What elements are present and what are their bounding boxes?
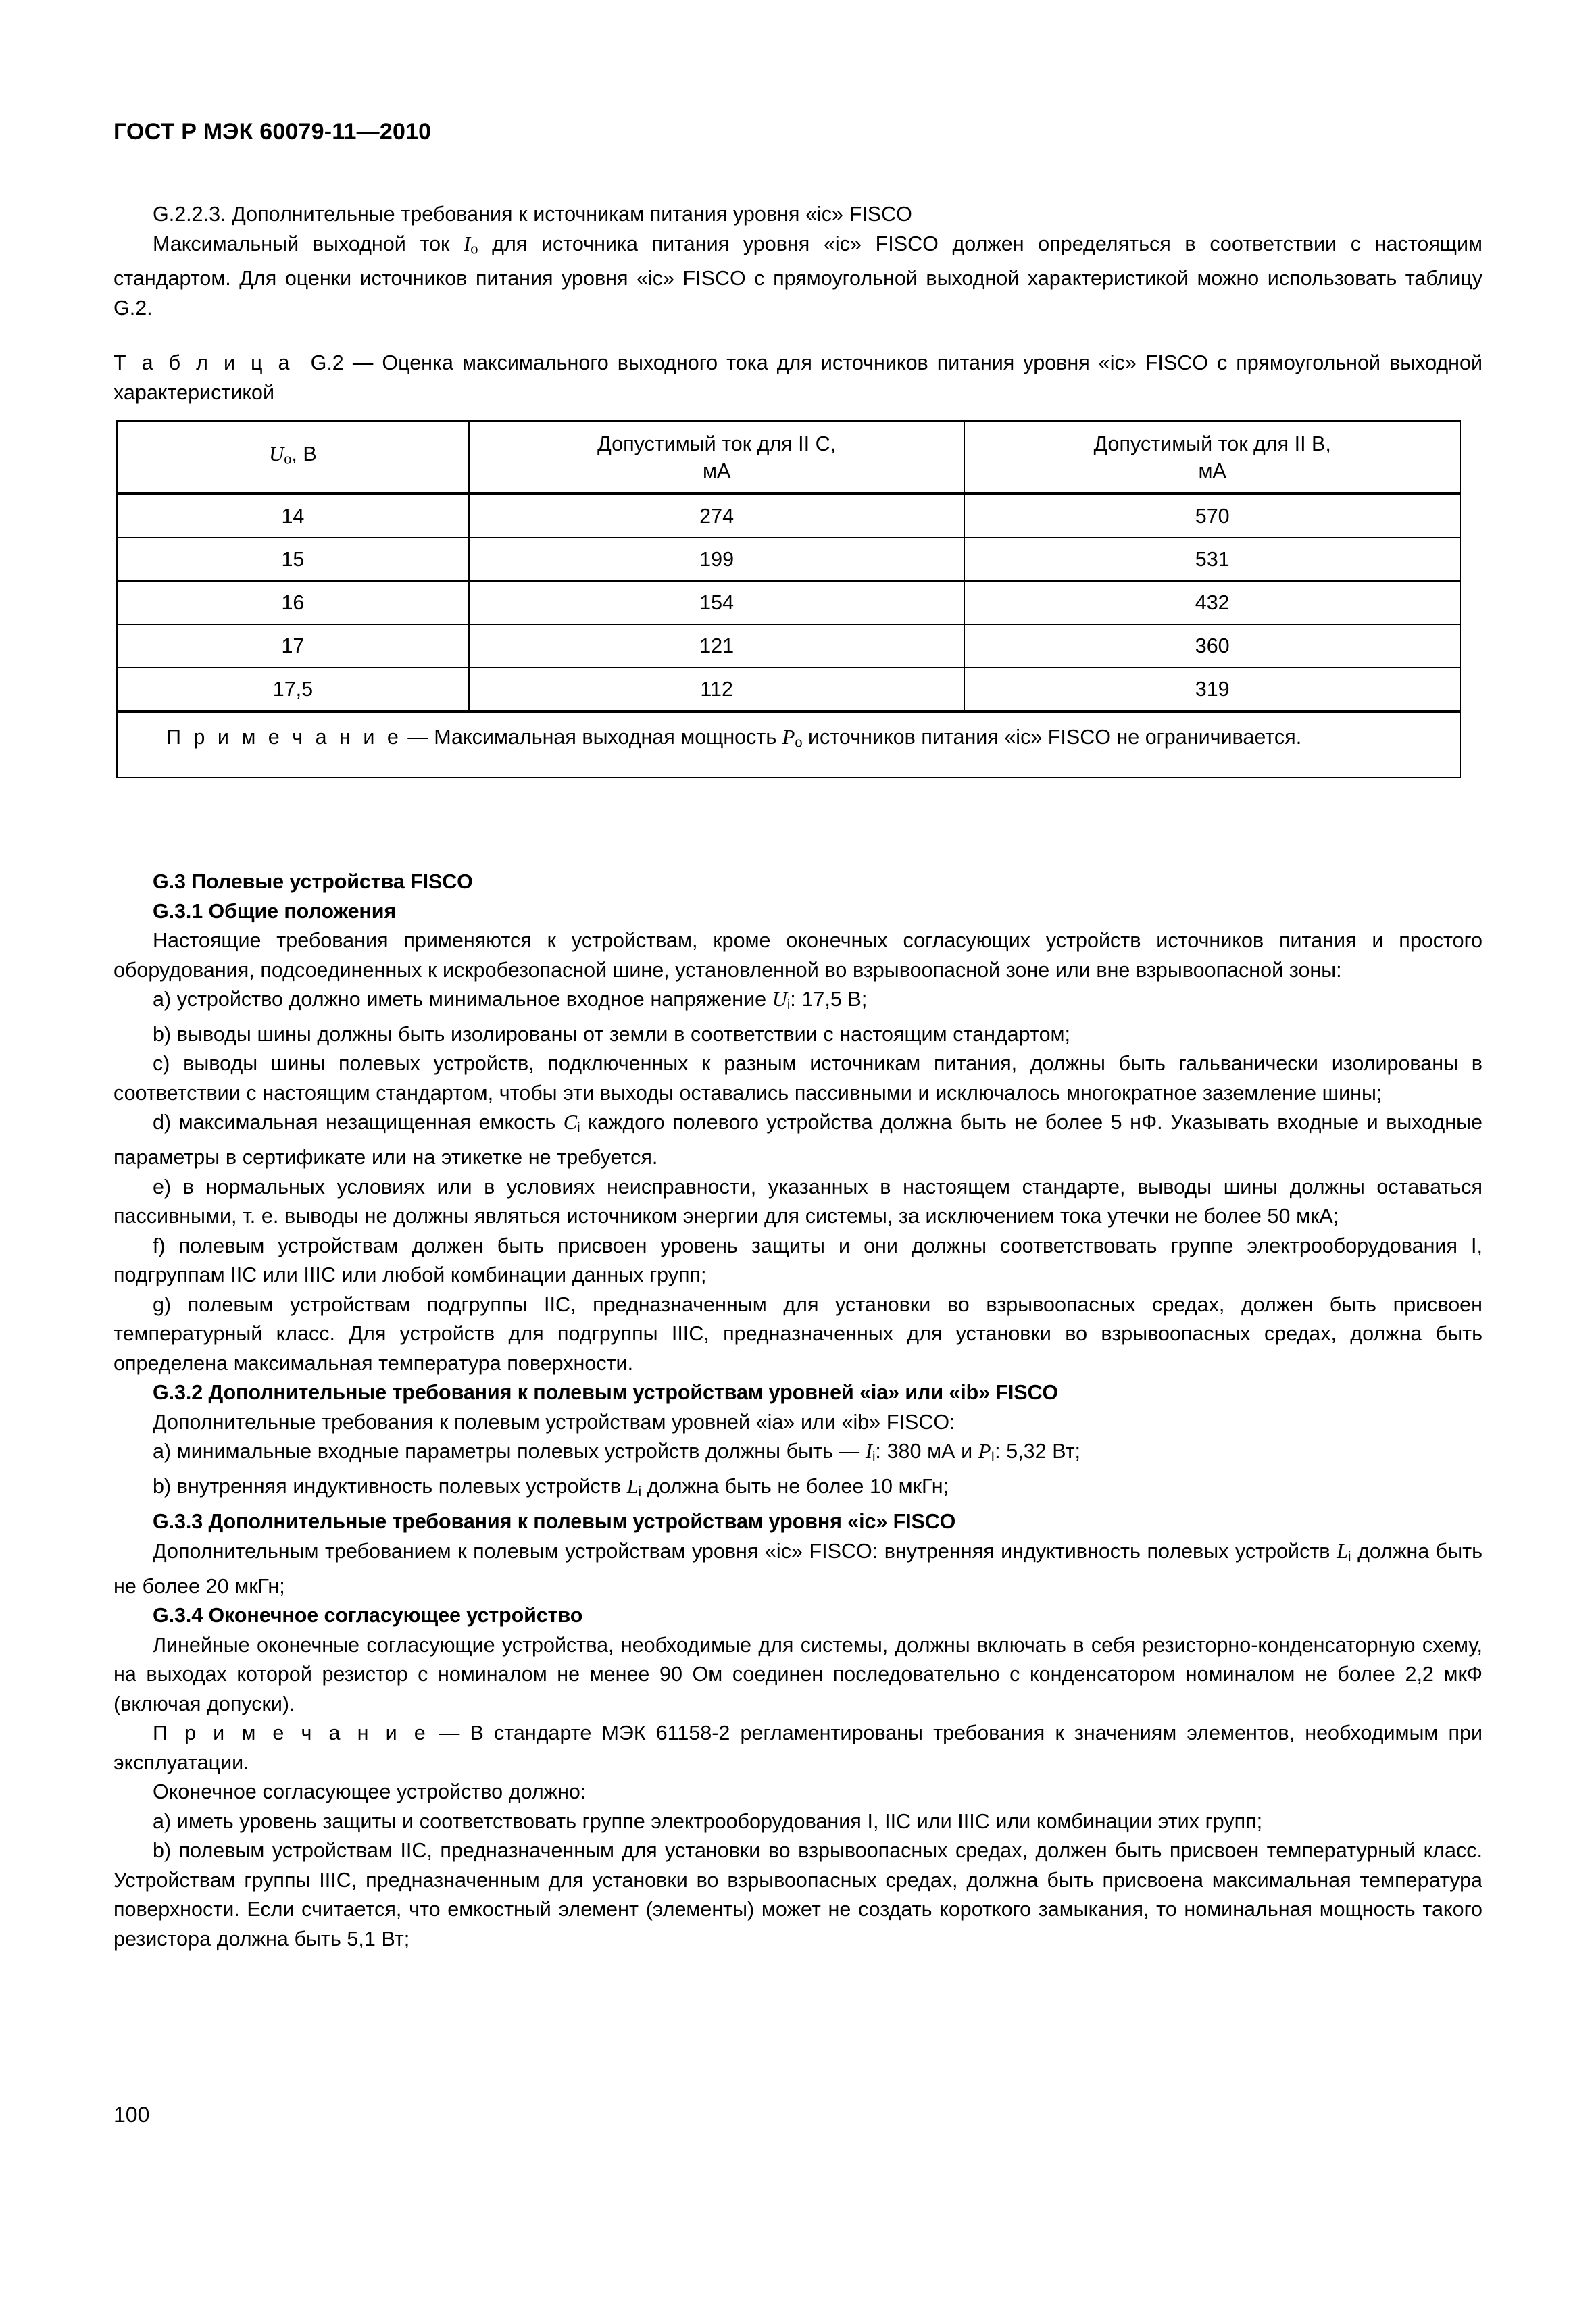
table-note-row <box>117 712 1460 778</box>
cell-iib: 319 <box>964 668 1460 712</box>
g34-paragraph-1: Линейные оконечные согласующие устройства, необходимые для системы, должны включать в себя резисторно-конденсаторную схему, на выходах которой резистор с номиналом не менее 90 Ом соединен последовательно с конденсатором номиналом не более 2,2 мкФ (включая допуски). <box>114 1633 1482 1715</box>
g32-item-b: b) внутренняя индуктивность полевых устройств $L_i$ должна быть не более 10 мкГн; <box>153 1475 949 1500</box>
variable-li: $L_i$ <box>1337 1539 1351 1565</box>
g223-paragraph-pre: Максимальный выходной ток <box>153 232 464 255</box>
variable-uo: $U_o$ <box>269 443 292 468</box>
running-header: ГОСТ Р МЭК 60079-11—2010 <box>114 119 432 145</box>
cell-iib: 570 <box>964 494 1460 538</box>
table-row <box>117 624 1460 668</box>
g31-heading: G.3.1 Общие положения <box>153 899 397 923</box>
section-g223 <box>114 200 1482 323</box>
table-head <box>117 421 1460 494</box>
cell-iic: 274 <box>469 494 965 538</box>
g34-item-a: a) иметь уровень защиты и соответствовать группе электрооборудования I, IIC или IIIC или комбинации этих групп; <box>153 1809 1263 1833</box>
page-number: 100 <box>114 2103 150 2127</box>
column-header-iic: Допустимый ток для II С, мА <box>469 421 965 494</box>
column-header-iib: Допустимый ток для II В, мА <box>964 421 1460 494</box>
g31-paragraph: Настоящие требования применяются к устройствам, кроме оконечных согласующих устройств источников питания и простого оборудования, подсоединенных к искробезопасной шине, установленной во взрывоопасной зоне или вне взрывоопасной зоны: <box>114 929 1482 982</box>
g34-note-text: — В стандарте МЭК 61158-2 регламентированы требования к значениям элементов, необходимым при эксплуатации. <box>114 1721 1482 1774</box>
variable-ci: $C_i$ <box>563 1111 580 1136</box>
g33-paragraph: Дополнительным требованием к полевым устройствам уровня «ic» FISCO: внутренняя индуктивность полевых устройств $L_i$ должна быть не более 20 мкГн; <box>114 1539 1482 1598</box>
g31-item-c: c) выводы шины полевых устройств, подключенных к разным источникам питания, должны быть гальванически изолированы в соответствии с настоящим стандартом, чтобы эти выходы оставались пассивными и исключалось многократное заземление шины; <box>114 1052 1482 1105</box>
variable-po: $P_o$ <box>782 726 803 751</box>
cell-uo: 16 <box>117 581 469 624</box>
table-row <box>117 581 1460 624</box>
g32-heading: G.3.2 Дополнительные требования к полевым устройствам уровней «ia» или «ib» FISCO <box>153 1381 1059 1405</box>
g34-note-label: П р и м е ч а н и е <box>153 1721 429 1745</box>
g223-paragraph <box>114 230 1482 324</box>
cell-uo: 17 <box>117 624 469 668</box>
cell-iic: 121 <box>469 624 965 668</box>
cell-iib: 360 <box>964 624 1460 668</box>
table-row <box>117 494 1460 538</box>
g31-item-f: f) полевым устройствам должен быть присвоен уровень защиты и они должны соответствовать группе электрооборудования I, подгруппам IIC или IIIC или любой комбинации данных групп; <box>114 1234 1482 1287</box>
g34-heading: G.3.4 Оконечное согласующее устройство <box>153 1604 583 1628</box>
variable-pi: $P_I$ <box>978 1440 995 1465</box>
g32-item-a: a) минимальные входные параметры полевых устройств должны быть — $I_i$: 380 мА и $P_I$: 5,32 Вт; <box>153 1440 1081 1465</box>
table-caption-number: G.2 <box>310 351 344 374</box>
table-g2-wrapper <box>116 420 1461 778</box>
g31-item-g: g) полевым устройствам подгруппы IIC, предназначенным для установки во взрывоопасных средах, должен быть присвоен температурный класс. Для устройств для подгруппы IIIC, предназначенных для установки во взрывоопасных средах, должна быть определена максимальная температура поверхности. <box>114 1292 1482 1375</box>
variable-ui: $U_i$ <box>772 988 791 1013</box>
cell-iic: 199 <box>469 538 965 581</box>
table-note-cell <box>117 712 1460 778</box>
g34-item-b: b) полевым устройствам IIC, предназначенным для установки во взрывоопасных средах, должен быть присвоен температурный класс. Устройствам группы IIIC, предназначенным для установки во взрывоопасных средах, должна быть присвоена максимальная температура поверхности. Если считается, что емкостный элемент (элементы) может не создать короткого замыкания, то номинальная мощность такого резистора должна быть 5,1 Вт; <box>114 1839 1482 1951</box>
section-g3 <box>114 867 1482 1954</box>
g34-paragraph-2: Оконечное согласующее устройство должно: <box>153 1780 587 1804</box>
cell-iic: 112 <box>469 668 965 712</box>
g31-item-a: a) устройство должно иметь минимальное входное напряжение $U_i$: 17,5 В; <box>153 988 868 1013</box>
g34-note <box>114 1719 1482 1778</box>
table-caption-label: Т а б л и ц а <box>114 351 293 374</box>
table-note-text: П р и м е ч а н и е — Максимальная выходная мощность $P_o$ источников питания «ic» FISCO не ограничивается. <box>166 726 1302 751</box>
column-header-uo: $U_o$, В <box>117 421 469 494</box>
table-row <box>117 668 1460 712</box>
table-row <box>117 538 1460 581</box>
g223-paragraph-post: для источника питания уровня «ic» FISCO должен определяться в соответствии с настоящим стандартом. Для оценки источников питания уровня «ic» FISCO с прямоугольной выходной характеристикой можно использовать таблицу G.2. <box>114 232 1482 320</box>
table-caption-text: — Оценка максимального выходного тока для источников питания уровня «ic» FISCO с прямоугольной выходной характеристикой <box>114 351 1483 404</box>
variable-li: $L_i$ <box>626 1475 642 1500</box>
cell-uo: 17,5 <box>117 668 469 712</box>
g31-item-b: b) выводы шины должны быть изолированы от земли в соответствии с настоящим стандартом; <box>153 1022 1070 1046</box>
g31-item-e: e) в нормальных условиях или в условиях неисправности, указанных в настоящем стандарте, выводы шины должны оставаться пассивными, т. е. выводы не должны являться источником энергии для системы, за исключением тока утечки не более 50 мкА; <box>114 1175 1482 1228</box>
table-g2-caption <box>114 349 1482 407</box>
g33-heading: G.3.3 Дополнительные требования к полевым устройствам уровня «ic» FISCO <box>153 1510 956 1534</box>
variable-io: $I_o$ <box>464 232 478 257</box>
cell-iic: 154 <box>469 581 965 624</box>
table-note-label: П р и м е ч а н и е <box>166 726 402 749</box>
table-body <box>117 494 1460 778</box>
table-header-row <box>117 421 1460 494</box>
variable-ii: $I_i$ <box>865 1440 876 1465</box>
g31-item-d: d) максимальная незащищенная емкость $C_i$ каждого полевого устройства должна быть не более 5 нФ. Указывать входные и выходные параметры в сертификате или на этикетке не требуется. <box>114 1111 1482 1169</box>
cell-iib: 432 <box>964 581 1460 624</box>
cell-uo: 15 <box>117 538 469 581</box>
g32-paragraph: Дополнительные требования к полевым устройствам уровней «ia» или «ib» FISCO: <box>153 1410 955 1434</box>
g223-heading: G.2.2.3. Дополнительные требования к источникам питания уровня «ic» FISCO <box>153 203 912 226</box>
cell-uo: 14 <box>117 494 469 538</box>
cell-iib: 531 <box>964 538 1460 581</box>
table-g2 <box>116 420 1461 778</box>
g3-heading: G.3 Полевые устройства FISCO <box>153 870 473 893</box>
